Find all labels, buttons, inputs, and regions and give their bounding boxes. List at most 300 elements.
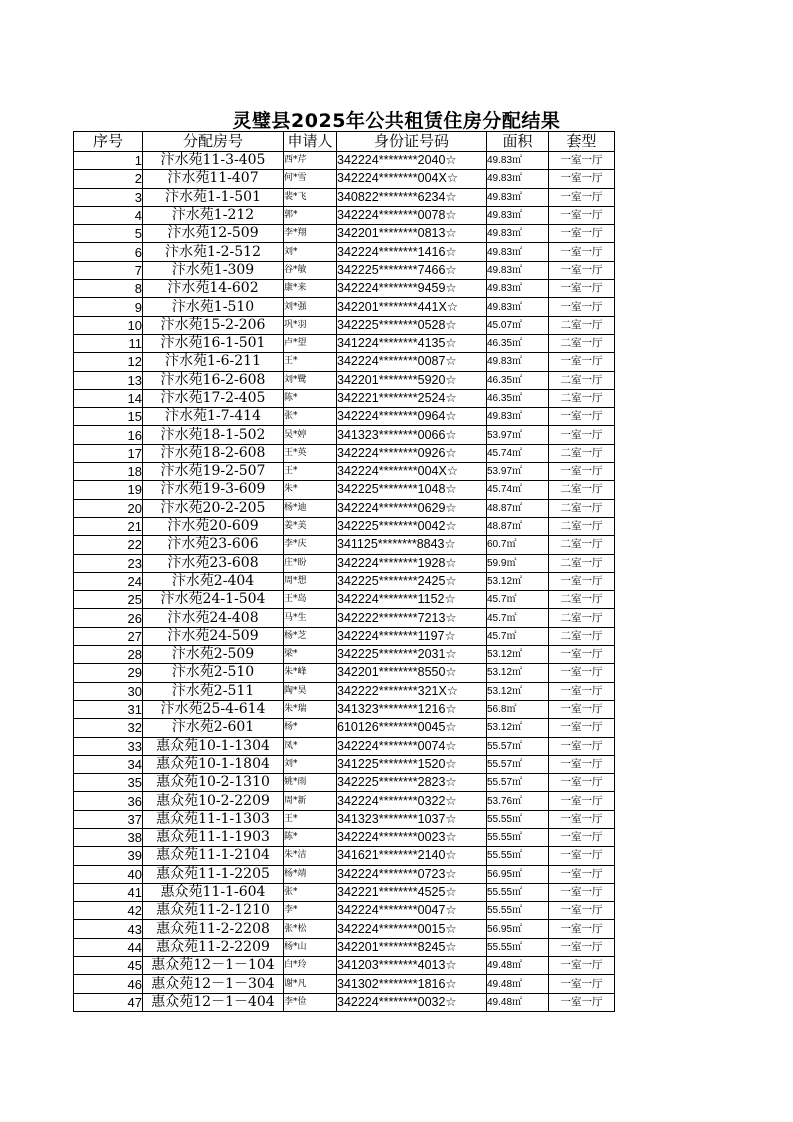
cell-area: 53.12㎡	[487, 664, 549, 682]
cell-applicant: 谷*敏	[284, 261, 337, 279]
cell-id-number: 342225********1048☆	[337, 481, 487, 499]
cell-seq: 26	[74, 609, 143, 627]
cell-area: 55.57㎡	[487, 774, 549, 792]
table-row	[74, 371, 615, 389]
cell-seq: 1	[74, 152, 143, 170]
cell-unit-type: 一室一厅	[549, 353, 615, 371]
cell-id-number: 342225********2823☆	[337, 774, 487, 792]
cell-id-number: 342225********0528☆	[337, 316, 487, 334]
cell-unit-type: 二室一厅	[549, 609, 615, 627]
cell-room: 汴水苑14-602	[143, 280, 284, 298]
cell-applicant: 刘*	[284, 755, 337, 773]
cell-unit-type: 一室一厅	[549, 883, 615, 901]
header-seq: 序号	[74, 132, 143, 152]
table-row	[74, 389, 615, 407]
cell-id-number: 342224********0032☆	[337, 993, 487, 1011]
cell-seq: 39	[74, 847, 143, 865]
cell-room: 惠众苑11-1-2104	[143, 847, 284, 865]
cell-seq: 33	[74, 737, 143, 755]
cell-id-number: 342221********2524☆	[337, 389, 487, 407]
cell-id-number: 340822********6234☆	[337, 188, 487, 206]
cell-room: 汴水苑2-511	[143, 682, 284, 700]
cell-applicant: 朱*峰	[284, 664, 337, 682]
cell-unit-type: 二室一厅	[549, 481, 615, 499]
cell-area: 56.8㎡	[487, 700, 549, 718]
cell-id-number: 342224********0087☆	[337, 353, 487, 371]
cell-id-number: 342225********0042☆	[337, 517, 487, 535]
cell-seq: 4	[74, 206, 143, 224]
cell-area: 55.55㎡	[487, 883, 549, 901]
cell-applicant: 王*	[284, 353, 337, 371]
table-row	[74, 591, 615, 609]
cell-room: 惠众苑10-2-2209	[143, 792, 284, 810]
cell-id-number: 342224********0074☆	[337, 737, 487, 755]
table-row	[74, 408, 615, 426]
table-row	[74, 609, 615, 627]
table-row	[74, 828, 615, 846]
header-unit-type: 套型	[549, 132, 615, 152]
cell-applicant: 王*岛	[284, 591, 337, 609]
cell-room: 汴水苑18-1-502	[143, 426, 284, 444]
cell-room: 汴水苑1-6-211	[143, 353, 284, 371]
cell-applicant: 庄*盼	[284, 554, 337, 572]
cell-applicant: 何*雪	[284, 170, 337, 188]
cell-applicant: 周*新	[284, 792, 337, 810]
cell-unit-type: 一室一厅	[549, 920, 615, 938]
cell-room: 惠众苑10-1-1804	[143, 755, 284, 773]
cell-seq: 31	[74, 700, 143, 718]
cell-seq: 40	[74, 865, 143, 883]
cell-seq: 32	[74, 719, 143, 737]
cell-unit-type: 二室一厅	[549, 499, 615, 517]
cell-area: 49.48㎡	[487, 957, 549, 975]
cell-area: 49.83㎡	[487, 261, 549, 279]
cell-unit-type: 一室一厅	[549, 243, 615, 261]
cell-seq: 2	[74, 170, 143, 188]
cell-seq: 27	[74, 627, 143, 645]
cell-applicant: 李*俭	[284, 993, 337, 1011]
cell-area: 53.97㎡	[487, 463, 549, 481]
cell-area: 55.55㎡	[487, 938, 549, 956]
cell-unit-type: 一室一厅	[549, 719, 615, 737]
cell-seq: 9	[74, 298, 143, 316]
cell-room: 惠众苑12－1－104	[143, 957, 284, 975]
cell-applicant: 凤*	[284, 737, 337, 755]
cell-area: 45.74㎡	[487, 481, 549, 499]
cell-seq: 45	[74, 957, 143, 975]
cell-area: 48.87㎡	[487, 499, 549, 517]
cell-applicant: 张*	[284, 408, 337, 426]
cell-area: 53.76㎡	[487, 792, 549, 810]
cell-applicant: 白*玲	[284, 957, 337, 975]
cell-room: 惠众苑11-1-604	[143, 883, 284, 901]
cell-area: 49.83㎡	[487, 243, 549, 261]
cell-id-number: 342225********7466☆	[337, 261, 487, 279]
cell-seq: 21	[74, 517, 143, 535]
table-row	[74, 700, 615, 718]
cell-room: 惠众苑10-2-1310	[143, 774, 284, 792]
table-row	[74, 627, 615, 645]
cell-seq: 22	[74, 536, 143, 554]
cell-area: 53.12㎡	[487, 646, 549, 664]
cell-seq: 19	[74, 481, 143, 499]
table-row	[74, 865, 615, 883]
cell-room: 汴水苑19-3-609	[143, 481, 284, 499]
cell-unit-type: 一室一厅	[549, 957, 615, 975]
header-id-number: 身份证号码	[337, 132, 487, 152]
cell-id-number: 342224********004X☆	[337, 170, 487, 188]
table-row	[74, 298, 615, 316]
cell-room: 汴水苑11-3-405	[143, 152, 284, 170]
cell-area: 49.83㎡	[487, 152, 549, 170]
cell-applicant: 李*庆	[284, 536, 337, 554]
cell-id-number: 342224********0047☆	[337, 902, 487, 920]
cell-id-number: 341203********4013☆	[337, 957, 487, 975]
cell-id-number: 342224********1197☆	[337, 627, 487, 645]
cell-unit-type: 二室一厅	[549, 591, 615, 609]
cell-seq: 3	[74, 188, 143, 206]
table-row	[74, 261, 615, 279]
cell-applicant: 刘*鹭	[284, 371, 337, 389]
table-body	[74, 152, 615, 1012]
table-row	[74, 243, 615, 261]
cell-room: 汴水苑24-509	[143, 627, 284, 645]
table-row	[74, 774, 615, 792]
header-area: 面积	[487, 132, 549, 152]
cell-room: 汴水苑1-510	[143, 298, 284, 316]
header-room: 分配房号	[143, 132, 284, 152]
cell-room: 惠众苑11-2-2209	[143, 938, 284, 956]
table-row	[74, 481, 615, 499]
cell-id-number: 342201********5920☆	[337, 371, 487, 389]
cell-id-number: 342222********321X☆	[337, 682, 487, 700]
cell-room: 汴水苑2-510	[143, 664, 284, 682]
cell-room: 汴水苑24-1-504	[143, 591, 284, 609]
cell-seq: 28	[74, 646, 143, 664]
cell-area: 45.07㎡	[487, 316, 549, 334]
table-row	[74, 517, 615, 535]
cell-id-number: 342224********0322☆	[337, 792, 487, 810]
cell-room: 汴水苑15-2-206	[143, 316, 284, 334]
cell-applicant: 刘*	[284, 243, 337, 261]
table-row	[74, 682, 615, 700]
cell-room: 汴水苑23-608	[143, 554, 284, 572]
cell-id-number: 342201********0813☆	[337, 225, 487, 243]
cell-id-number: 342224********0926☆	[337, 444, 487, 462]
cell-applicant: 卢*望	[284, 334, 337, 352]
cell-room: 汴水苑23-606	[143, 536, 284, 554]
table-row	[74, 755, 615, 773]
table-row	[74, 188, 615, 206]
cell-room: 惠众苑12－1－404	[143, 993, 284, 1011]
cell-applicant: 谢*凡	[284, 975, 337, 993]
cell-unit-type: 二室一厅	[549, 554, 615, 572]
cell-seq: 42	[74, 902, 143, 920]
cell-seq: 44	[74, 938, 143, 956]
cell-unit-type: 一室一厅	[549, 170, 615, 188]
cell-room: 汴水苑2-404	[143, 572, 284, 590]
cell-area: 49.48㎡	[487, 993, 549, 1011]
cell-id-number: 342224********9459☆	[337, 280, 487, 298]
cell-seq: 23	[74, 554, 143, 572]
table-row	[74, 536, 615, 554]
cell-area: 45.74㎡	[487, 444, 549, 462]
cell-room: 汴水苑17-2-405	[143, 389, 284, 407]
table-row	[74, 847, 615, 865]
table-row	[74, 353, 615, 371]
cell-applicant: 周*想	[284, 572, 337, 590]
cell-id-number: 341225********1520☆	[337, 755, 487, 773]
cell-applicant: 马*生	[284, 609, 337, 627]
cell-id-number: 341323********1037☆	[337, 810, 487, 828]
cell-seq: 38	[74, 828, 143, 846]
cell-id-number: 342224********1152☆	[337, 591, 487, 609]
cell-id-number: 341224********4135☆	[337, 334, 487, 352]
table-header-row	[74, 132, 615, 152]
cell-id-number: 342201********441X☆	[337, 298, 487, 316]
cell-id-number: 342222********7213☆	[337, 609, 487, 627]
table-row	[74, 646, 615, 664]
cell-area: 48.87㎡	[487, 517, 549, 535]
cell-id-number: 610126********0045☆	[337, 719, 487, 737]
cell-area: 56.95㎡	[487, 865, 549, 883]
table-row	[74, 499, 615, 517]
cell-id-number: 341125********8843☆	[337, 536, 487, 554]
cell-room: 惠众苑11-1-1903	[143, 828, 284, 846]
cell-unit-type: 一室一厅	[549, 828, 615, 846]
page-title: 灵璧县2025年公共租赁住房分配结果	[232, 110, 561, 132]
cell-area: 60.7㎡	[487, 536, 549, 554]
cell-area: 55.55㎡	[487, 902, 549, 920]
cell-seq: 7	[74, 261, 143, 279]
cell-unit-type: 一室一厅	[549, 298, 615, 316]
cell-unit-type: 一室一厅	[549, 737, 615, 755]
cell-applicant: 吴*婷	[284, 426, 337, 444]
cell-applicant: 王*	[284, 810, 337, 828]
cell-room: 汴水苑1-2-512	[143, 243, 284, 261]
cell-room: 汴水苑18-2-608	[143, 444, 284, 462]
cell-room: 汴水苑16-2-608	[143, 371, 284, 389]
cell-applicant: 裴*飞	[284, 188, 337, 206]
cell-seq: 10	[74, 316, 143, 334]
cell-room: 汴水苑16-1-501	[143, 334, 284, 352]
cell-area: 45.7㎡	[487, 591, 549, 609]
cell-applicant: 王*	[284, 463, 337, 481]
cell-applicant: 杨*芝	[284, 627, 337, 645]
cell-id-number: 342224********0964☆	[337, 408, 487, 426]
cell-applicant: 朱*洁	[284, 847, 337, 865]
cell-seq: 43	[74, 920, 143, 938]
cell-applicant: 杨*靖	[284, 865, 337, 883]
cell-area: 59.9㎡	[487, 554, 549, 572]
cell-area: 46.35㎡	[487, 334, 549, 352]
cell-seq: 13	[74, 371, 143, 389]
cell-applicant: 刘*强	[284, 298, 337, 316]
cell-seq: 30	[74, 682, 143, 700]
cell-id-number: 341302********1816☆	[337, 975, 487, 993]
cell-id-number: 342224********1928☆	[337, 554, 487, 572]
cell-unit-type: 一室一厅	[549, 755, 615, 773]
cell-seq: 8	[74, 280, 143, 298]
cell-area: 53.12㎡	[487, 572, 549, 590]
cell-seq: 16	[74, 426, 143, 444]
table-row	[74, 334, 615, 352]
cell-unit-type: 二室一厅	[549, 334, 615, 352]
cell-area: 46.35㎡	[487, 389, 549, 407]
cell-unit-type: 二室一厅	[549, 371, 615, 389]
cell-area: 53.12㎡	[487, 719, 549, 737]
cell-applicant: 陈*	[284, 828, 337, 846]
cell-area: 49.83㎡	[487, 353, 549, 371]
cell-unit-type: 一室一厅	[549, 463, 615, 481]
cell-room: 汴水苑1-212	[143, 206, 284, 224]
cell-applicant: 张*	[284, 883, 337, 901]
table-row	[74, 902, 615, 920]
cell-area: 49.83㎡	[487, 298, 549, 316]
cell-area: 45.7㎡	[487, 609, 549, 627]
cell-unit-type: 一室一厅	[549, 572, 615, 590]
cell-unit-type: 二室一厅	[549, 316, 615, 334]
cell-id-number: 341323********0066☆	[337, 426, 487, 444]
cell-id-number: 342224********004X☆	[337, 463, 487, 481]
cell-area: 49.83㎡	[487, 408, 549, 426]
cell-unit-type: 二室一厅	[549, 389, 615, 407]
table-row	[74, 206, 615, 224]
cell-room: 汴水苑11-407	[143, 170, 284, 188]
cell-area: 55.55㎡	[487, 847, 549, 865]
table-row	[74, 810, 615, 828]
cell-area: 49.83㎡	[487, 170, 549, 188]
cell-seq: 17	[74, 444, 143, 462]
cell-applicant: 李*	[284, 902, 337, 920]
cell-applicant: 朱*	[284, 481, 337, 499]
cell-seq: 37	[74, 810, 143, 828]
cell-seq: 18	[74, 463, 143, 481]
cell-area: 55.55㎡	[487, 810, 549, 828]
cell-room: 惠众苑11-2-2208	[143, 920, 284, 938]
cell-seq: 36	[74, 792, 143, 810]
cell-applicant: 康*来	[284, 280, 337, 298]
cell-room: 汴水苑25-4-614	[143, 700, 284, 718]
table-row	[74, 316, 615, 334]
cell-area: 55.55㎡	[487, 828, 549, 846]
table-row	[74, 152, 615, 170]
cell-unit-type: 一室一厅	[549, 774, 615, 792]
cell-id-number: 342224********0723☆	[337, 865, 487, 883]
table-row	[74, 883, 615, 901]
cell-area: 49.83㎡	[487, 206, 549, 224]
cell-unit-type: 一室一厅	[549, 993, 615, 1011]
cell-applicant: 朱*瑞	[284, 700, 337, 718]
cell-id-number: 342201********8550☆	[337, 664, 487, 682]
cell-room: 汴水苑1-1-501	[143, 188, 284, 206]
cell-unit-type: 二室一厅	[549, 536, 615, 554]
cell-applicant: 李*翔	[284, 225, 337, 243]
cell-area: 53.12㎡	[487, 682, 549, 700]
cell-room: 汴水苑1-7-414	[143, 408, 284, 426]
cell-area: 46.35㎡	[487, 371, 549, 389]
cell-area: 53.97㎡	[487, 426, 549, 444]
cell-area: 49.83㎡	[487, 280, 549, 298]
cell-id-number: 342224********1416☆	[337, 243, 487, 261]
cell-seq: 25	[74, 591, 143, 609]
table-row	[74, 792, 615, 810]
cell-applicant: 张*松	[284, 920, 337, 938]
cell-area: 55.57㎡	[487, 737, 549, 755]
cell-room: 汴水苑20-2-205	[143, 499, 284, 517]
cell-unit-type: 二室一厅	[549, 517, 615, 535]
cell-unit-type: 一室一厅	[549, 682, 615, 700]
cell-room: 汴水苑24-408	[143, 609, 284, 627]
allocation-table	[73, 131, 615, 1012]
cell-seq: 5	[74, 225, 143, 243]
cell-area: 49.83㎡	[487, 225, 549, 243]
cell-seq: 47	[74, 993, 143, 1011]
cell-id-number: 342224********0015☆	[337, 920, 487, 938]
cell-unit-type: 一室一厅	[549, 810, 615, 828]
cell-unit-type: 一室一厅	[549, 792, 615, 810]
cell-seq: 35	[74, 774, 143, 792]
cell-room: 惠众苑11-2-1210	[143, 902, 284, 920]
cell-room: 惠众苑12－1－304	[143, 975, 284, 993]
table-row	[74, 170, 615, 188]
cell-unit-type: 一室一厅	[549, 847, 615, 865]
cell-applicant: 西*芹	[284, 152, 337, 170]
cell-area: 49.83㎡	[487, 188, 549, 206]
cell-area: 56.95㎡	[487, 920, 549, 938]
cell-seq: 15	[74, 408, 143, 426]
cell-unit-type: 一室一厅	[549, 188, 615, 206]
cell-seq: 24	[74, 572, 143, 590]
cell-unit-type: 一室一厅	[549, 938, 615, 956]
cell-unit-type: 一室一厅	[549, 225, 615, 243]
cell-id-number: 342224********0629☆	[337, 499, 487, 517]
cell-applicant: 姜*美	[284, 517, 337, 535]
cell-applicant: 巩*羽	[284, 316, 337, 334]
cell-area: 45.7㎡	[487, 627, 549, 645]
cell-applicant: 郭*	[284, 206, 337, 224]
table-row	[74, 225, 615, 243]
cell-unit-type: 一室一厅	[549, 865, 615, 883]
cell-seq: 41	[74, 883, 143, 901]
cell-id-number: 342224********2040☆	[337, 152, 487, 170]
cell-applicant: 姚*雨	[284, 774, 337, 792]
table-row	[74, 280, 615, 298]
cell-area: 55.57㎡	[487, 755, 549, 773]
cell-area: 49.48㎡	[487, 975, 549, 993]
cell-seq: 12	[74, 353, 143, 371]
cell-id-number: 342225********2425☆	[337, 572, 487, 590]
table-row	[74, 554, 615, 572]
table-row	[74, 938, 615, 956]
cell-applicant: 杨*山	[284, 938, 337, 956]
cell-unit-type: 一室一厅	[549, 646, 615, 664]
cell-room: 惠众苑11-1-2205	[143, 865, 284, 883]
table-row	[74, 737, 615, 755]
cell-room: 汴水苑20-609	[143, 517, 284, 535]
cell-unit-type: 一室一厅	[549, 700, 615, 718]
header-applicant: 申请人	[284, 132, 337, 152]
cell-room: 汴水苑19-2-507	[143, 463, 284, 481]
cell-seq: 46	[74, 975, 143, 993]
cell-seq: 20	[74, 499, 143, 517]
cell-seq: 14	[74, 389, 143, 407]
cell-unit-type: 一室一厅	[549, 280, 615, 298]
cell-unit-type: 一室一厅	[549, 261, 615, 279]
cell-room: 惠众苑11-1-1303	[143, 810, 284, 828]
table-row	[74, 426, 615, 444]
cell-applicant: 梁*	[284, 646, 337, 664]
